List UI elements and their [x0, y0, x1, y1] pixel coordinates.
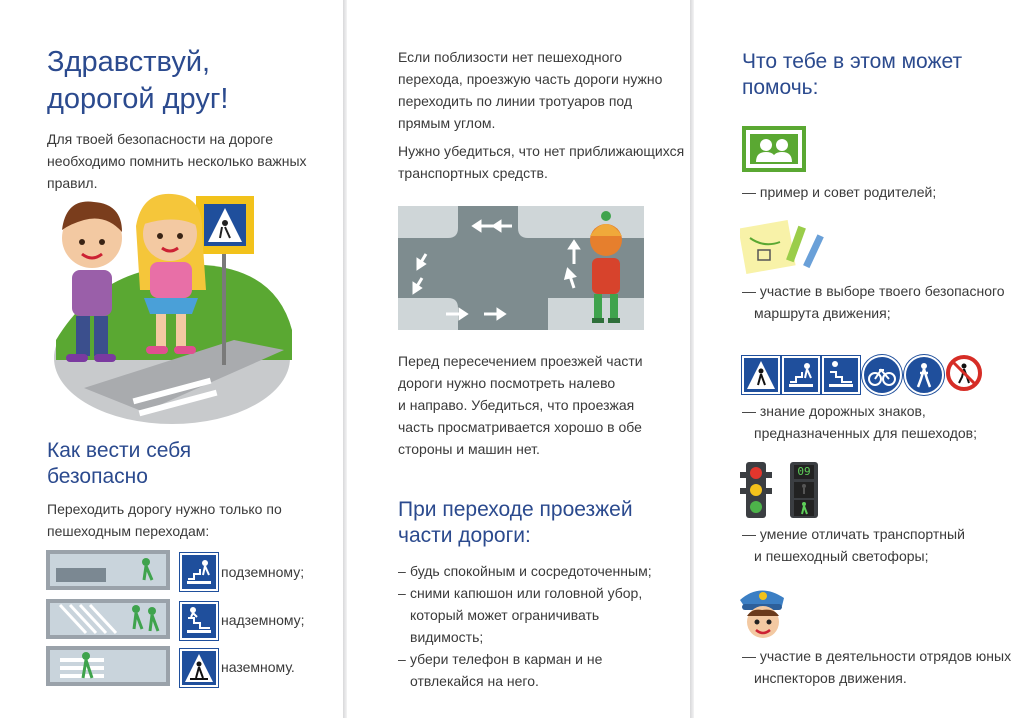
rule-line: отвлекайся на него.: [410, 673, 539, 689]
pedestrian-light-counter: 09: [794, 465, 814, 479]
helper-text: [742, 280, 1005, 324]
helper-text: [742, 523, 965, 567]
rule-line: который может ограничивать: [410, 607, 600, 623]
helper-line: — умение отличать транспортный: [742, 526, 965, 542]
pedestrian-light-icon: [790, 462, 818, 518]
rule-line: видимость;: [410, 629, 484, 645]
crossing-label: подземному;: [221, 564, 305, 580]
intersection-illustration: [398, 206, 644, 330]
panel-greeting: [0, 0, 343, 718]
helper-line: предназначенных для пешеходов;: [754, 425, 977, 441]
helper-line: маршрута движения;: [754, 305, 891, 321]
rule-item: – сними капюшон или головной убор, который может ограничивать видимость;: [398, 582, 678, 648]
para-line: Нужно убедиться, что нет приближающихся: [398, 143, 685, 159]
ground-crossing-picture: [46, 646, 170, 686]
rule-line: сними капюшон или головной убор,: [410, 585, 643, 601]
helper-line: и пешеходный светофоры;: [754, 548, 929, 564]
helper-text: [742, 400, 977, 444]
para-line: часть просматривается хорошо в обе: [398, 419, 642, 435]
helper-line: — участие в выборе твоего безопасного: [742, 283, 1005, 299]
bicycle-path-sign-icon: [862, 355, 902, 395]
route-map-icon: [740, 218, 836, 274]
pedestrian-path-sign-icon: [904, 355, 944, 395]
para-line: транспортных средств.: [398, 165, 548, 181]
helper-line: инспекторов движения.: [754, 670, 907, 686]
underground-crossing-sign-icon: [180, 553, 218, 591]
rule-item: – будь спокойным и сосредоточенным;: [398, 563, 652, 579]
intro-line: Для твоей безопасности на дороге: [47, 131, 274, 147]
helpers-heading-line: Что тебе в этом может: [742, 50, 963, 73]
para-line: прямым углом.: [398, 115, 496, 131]
rules-heading-line: части дороги:: [398, 524, 531, 547]
helper-line: — знание дорожных знаков,: [742, 403, 926, 419]
underground-crossing-picture: [46, 550, 170, 590]
intro-line: необходимо помнить несколько важных: [47, 153, 307, 169]
para-line: и направо. Убедиться, что проезжая: [398, 397, 635, 413]
section-heading: [47, 438, 191, 490]
intro-line: правил.: [47, 175, 98, 191]
overground-crossing-sign-icon: [822, 356, 860, 394]
overground-crossing-sign-icon: [180, 602, 218, 640]
rules-heading-line: При переходе проезжей: [398, 498, 633, 521]
no-pedestrians-sign-icon: [946, 355, 982, 391]
para-look-both-ways: [398, 350, 643, 460]
parents-icon: [742, 126, 806, 172]
para-line: Перед пересечением проезжей части: [398, 353, 643, 369]
rules-list: [398, 560, 678, 692]
helpers-heading: [742, 49, 962, 101]
para-line: переходить по линии тротуаров под: [398, 93, 633, 109]
panel-helpers: [694, 0, 1024, 718]
helper-text: [742, 645, 1011, 689]
crossing-label: наземному.: [221, 659, 295, 675]
rule-line: убери телефон в карман и не: [410, 651, 603, 667]
rule-line: будь спокойным и сосредоточенным;: [410, 563, 652, 579]
panel-crossing-rules: [347, 0, 690, 718]
children-illustration: [44, 190, 294, 430]
traffic-lights-icon: [740, 462, 772, 518]
underground-crossing-sign-icon: [782, 356, 820, 394]
helper-text: [742, 181, 936, 203]
section-text-line: Переходить дорогу нужно только по: [47, 501, 282, 517]
para-check-traffic: [398, 140, 684, 184]
pedestrian-crossing-sign-icon: [180, 649, 218, 687]
section-heading-line: Как вести себя: [47, 439, 192, 462]
title-line-1: Здравствуй,: [47, 46, 211, 78]
young-inspector-icon: [738, 584, 788, 642]
intro-text: [47, 128, 307, 194]
para-no-crossing: [398, 46, 662, 134]
rules-heading: [398, 497, 633, 549]
section-text-line: пешеходным переходам:: [47, 523, 210, 539]
page-title: [47, 44, 229, 118]
helper-line: — участие в деятельности отрядов юных: [742, 648, 1012, 664]
para-line: дороги нужно посмотреть налево: [398, 375, 616, 391]
pedestrian-crossing-sign-icon: [742, 356, 780, 394]
para-line: стороны и машин нет.: [398, 441, 540, 457]
section-text: [47, 498, 282, 542]
helpers-heading-line: помочь:: [742, 76, 819, 99]
crossing-label: надземному;: [221, 612, 305, 628]
helper-line: — пример и совет родителей;: [742, 184, 937, 200]
overground-crossing-picture: [46, 599, 170, 639]
section-heading-line: безопасно: [47, 465, 148, 488]
rule-item: – убери телефон в карман и не отвлекайся на него.: [398, 648, 678, 692]
para-line: перехода, проезжую часть дороги нужно: [398, 71, 663, 87]
para-line: Если поблизости нет пешеходного: [398, 49, 622, 65]
title-line-2: дорогой друг!: [47, 83, 229, 115]
